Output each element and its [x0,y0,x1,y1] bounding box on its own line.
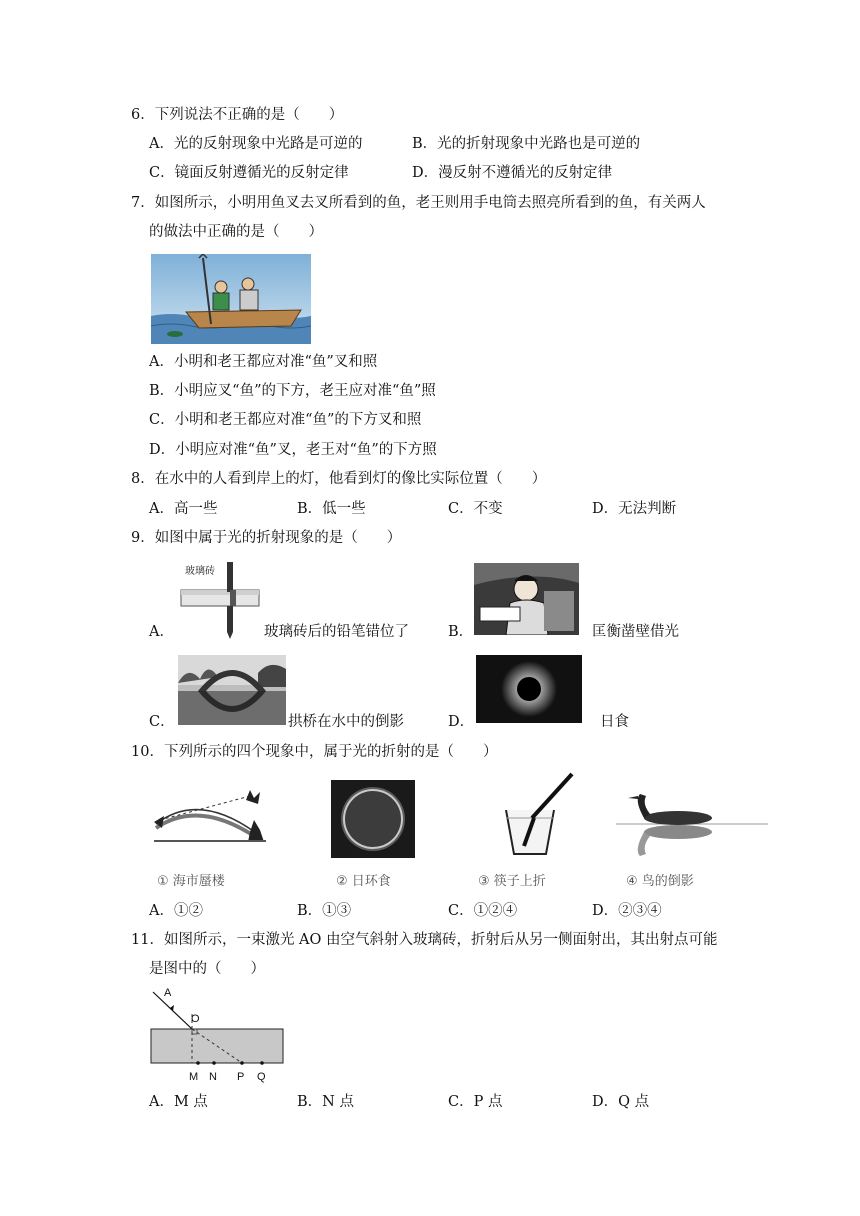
q11-option-c: C．P 点 [448,1094,503,1110]
q8-option-a: A．高一些 [149,501,218,517]
q8-option-b: B．低一些 [297,501,366,517]
q11-label-n: N [209,1071,217,1083]
q7-option-d: D．小明应对准“鱼”叉，老王对“鱼”的下方照 [149,442,437,458]
q9-solar-eclipse-image [476,655,582,723]
q9-arch-bridge-image [178,655,286,725]
q10-bird-reflection-image [616,790,768,860]
q7-stem-line1: 7．如图所示，小明用鱼叉去叉所看到的鱼，老王则用手电筒去照亮所看到的鱼，有关两人 [131,195,706,211]
q6-option-d: D．漫反射不遵循光的反射定律 [412,165,613,181]
q9-option-c-letter: C． [149,714,175,730]
q8-stem: 8．在水中的人看到岸上的灯，他看到灯的像比实际位置（ ） [131,471,547,487]
q7-option-b: B．小明应叉“鱼”的下方，老王应对准“鱼”照 [149,383,436,399]
q6-option-c: C．镜面反射遵循光的反射定律 [149,165,349,181]
q11-option-b: B．N 点 [297,1094,354,1110]
q6-stem: 6．下列说法不正确的是（ ） [131,107,344,123]
q9-glass-label: 玻璃砖 [185,566,215,577]
q7-stem-line2: 的做法中正确的是（ ） [149,224,323,240]
q11-label-m: M [189,1071,199,1083]
q10-chopsticks-image [494,770,578,860]
q9-option-b-text: 匡衡凿壁借光 [592,624,679,640]
q10-caption-4: ④ 鸟的倒影 [626,874,694,889]
q10-option-b: B．①③ [297,903,352,919]
q11-label-p: P [237,1071,245,1083]
q7-fishing-boat-image [151,254,311,344]
q11-label-q: Q [257,1071,266,1083]
q11-label-o: O [191,1013,200,1025]
q11-stem-line1: 11．如图所示，一束激光 AO 由空气斜射入玻璃砖，折射后从另一侧面射出，其出射点可能 [131,932,718,948]
q11-glass-block-diagram [148,984,288,1086]
q10-caption-1: ① 海市蜃楼 [157,874,225,889]
q11-option-a: A．M 点 [149,1094,208,1110]
q9-glass-pencil-image [177,560,262,640]
q11-option-d: D．Q 点 [592,1094,650,1110]
q6-option-b: B．光的折射现象中光路也是可逆的 [412,136,641,152]
q9-option-b-letter: B． [448,624,474,640]
q10-option-c: C．①②④ [448,903,518,919]
q9-option-c-text: 拱桥在水中的倒影 [288,714,404,730]
q9-wall-light-image [474,563,579,635]
q8-option-c: C．不变 [448,501,503,517]
q9-option-d-letter: D． [448,714,475,730]
q10-annular-eclipse-image [331,780,415,858]
q6-option-a: A．光的反射现象中光路是可逆的 [149,136,363,152]
q11-label-a: A [164,987,172,999]
q10-mirage-image [150,780,268,860]
q7-option-a: A．小明和老王都应对准“鱼”叉和照 [149,354,378,370]
q9-option-d-text: 日食 [600,714,629,730]
q10-caption-2: ② 日环食 [336,874,391,889]
q10-stem: 10．下列所示的四个现象中，属于光的折射的是（ ） [131,744,498,760]
q9-option-a-text: 玻璃砖后的铅笔错位了 [264,624,409,640]
q9-stem: 9．如图中属于光的折射现象的是（ ） [131,530,402,546]
q9-option-a-letter: A． [149,624,174,640]
q7-option-c: C．小明和老王都应对准“鱼”的下方叉和照 [149,412,422,428]
q10-option-d: D．②③④ [592,903,662,919]
q10-option-a: A．①② [149,903,203,919]
q11-stem-line2: 是图中的（ ） [149,961,265,977]
q8-option-d: D．无法判断 [592,501,677,517]
q10-caption-3: ③ 筷子上折 [478,874,546,889]
